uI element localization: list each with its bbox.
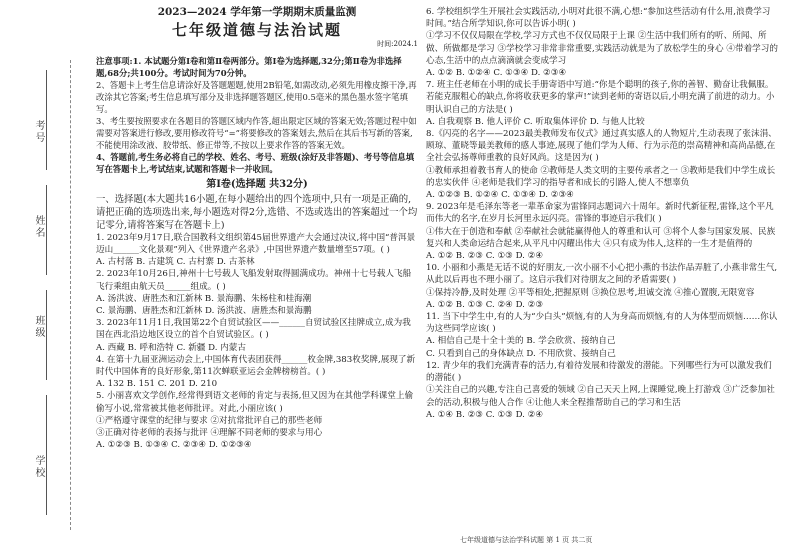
question-line: 1. 2023年9月17日,联合国教科文组织第45届世界遗产大会通过决议,将中国“普洱景迈山______文化景观”列入《世界遗产名录》,中国世界遗产数量增至57项。( ) bbox=[96, 232, 416, 256]
question-line: 12. 青少年的我们充满青春的活力,有着待发展和待激发的潜能。下列哪些行为可以激发我们的潜能( ) bbox=[426, 360, 772, 384]
question-line: ①教师承担着教书育人的使命 ②教师是人类文明的主要传承者之一 ③教师是我们中学生成长的忠实伙伴 ④老师是我们学习的指导者和成长的引路人,使人不想辜负 bbox=[426, 165, 776, 188]
section-title: 第Ⅰ卷(选择题 共32分) bbox=[206, 178, 308, 190]
question-line: A. ①④ B. ②③ C. ①③ D. ②④ bbox=[426, 409, 544, 420]
question-line: 5. 小丽喜欢文学创作,经常得到语文老师的肯定与表扬,但又因为在其他学科课堂上偷偷写小说,常常被其他老师批评。对此,小丽应该( ) bbox=[96, 391, 414, 414]
question-line: 11. 当下中学生中,有的人为“少白头”烦恼,有的人为身高而烦恼,有的人为体型而烦恼……你认为这些同学应该( ) bbox=[426, 312, 778, 335]
question-line: 2. 2023年10月26日,神州十七号载人飞船发射取得圆满成功。神州十七号载人飞船飞行乘组由航天员______组成。( ) bbox=[96, 269, 412, 292]
section-intro: 一、选择题(本大题共16小题,在每小题给出的四个选项中,只有一项是正确的,请把正确的选项选出来,每小题选对得2分,选错、不选或选出的答案超过一个均记零分,请将答案写在答题卡上) bbox=[96, 193, 418, 231]
exam-no-line bbox=[46, 70, 47, 170]
question-line: A. 汤洪波、唐胜杰和江新林 B. 景海鹏、朱杨柱和桂海潮 bbox=[96, 293, 312, 304]
left-questions bbox=[96, 232, 418, 452]
question-line: A. 自我观察 B. 他人评价 C. 听取集体评价 D. 与他人比较 bbox=[426, 116, 645, 127]
note-1: 注意事项:1. 本试题分第Ⅰ卷和第Ⅱ卷两部分。第Ⅰ卷为选择题,32分;第Ⅱ卷为非选择题,68分;共100分。考试时间为70分钟。 bbox=[96, 55, 402, 78]
question-line: A. ①② B. ②③ C. ①③ D. ②④ bbox=[426, 251, 544, 262]
question-line: C. 景海鹏、唐胜杰和江新林 D. 汤洪波、唐胜杰和景海鹏 bbox=[96, 306, 312, 317]
note-2: 2、答题卡上考生信息请涂好及答题题题,使用2B铅笔,如需改动,必须先用橡皮擦干净,再改涂其它答案;考生信息填写部分及非选择题答题区,使用0.5毫米的黑色墨水签字笔填写。 bbox=[96, 79, 417, 114]
exam-title: 2023—2024 学年第一学期期末质量监测 bbox=[157, 6, 357, 18]
school-line bbox=[46, 395, 47, 515]
name-line bbox=[46, 185, 47, 275]
question-line: A. ①② B. ①③ C. ②④ D. ②③ bbox=[426, 299, 544, 310]
question-line: A. 132 B. 151 C. 201 D. 210 bbox=[96, 379, 218, 390]
question-line: 7. 班主任老师在小明的成长手册寄语中写道:“你是个聪明的孩子,你的善智、勤奋让我佩服。若能克服粗心的缺点,你将收获更多的掌声!”读到老师的寄语以后,小明充满了前进的动力。小明认识自己的方法是( ) bbox=[426, 80, 775, 115]
question-line: ①伟大在于创造和奉献 ②奉献社会就能赢得他人的尊重和认可 ③将个人参与国家发展、民族复兴和人类命运结合起来,从平凡中闪耀出伟大 ④只有成为伟人,这样的一生才是值得的 bbox=[426, 226, 776, 249]
question-line: 8.《闪亮的名字——2023最美教师发布仪式》通过真实感人的人物短片,生动表现了张沫涓、顾琼、董晓等最美教师的感人事迹,展现了他们学为人师、行为示范的崇高精神和高尚品德,在全社会弘扬尊师重教的良好风尚。这是因为( ) bbox=[426, 129, 777, 164]
question-line: C. 只看到自己的身体缺点 D. 不用欣赏、接纳自己 bbox=[426, 348, 616, 359]
question-line: ③正确对待老师的表扬与批评 ④理解不同老师的要求与用心 bbox=[96, 428, 323, 439]
right-column bbox=[426, 6, 778, 421]
subject-title: 七年级道德与法治试题 bbox=[171, 21, 342, 40]
question-line: ①学习不仅仅局限在学校,学习方式也不仅仅局限于上课 ②生活中我们所有的听、所闻、所做、所做都是学习 ③学校学习非常非常重要,实践活动就是为了放松学生的身心 ④带着学习的心态,生活中的点点滴滴就会变成学习 bbox=[426, 31, 778, 66]
cut-line bbox=[70, 60, 71, 530]
right-questions bbox=[426, 6, 778, 421]
question-line: A. 西藏 B. 呼和浩特 C. 新疆 D. 内蒙古 bbox=[96, 342, 246, 353]
school-label: 学校 bbox=[33, 455, 44, 479]
note-3: 3、考生要按照要求在各题目的答题区域内作答,超出限定区域的答案无效;答题过程中如需要对答案进行修改,要用修改符号“=”将要修改的答案划去,然后在其后书写新的答案,不能使用涂改液、胶带纸、修正带等,不按以上要求作答的答案无效。 bbox=[96, 115, 417, 150]
question-line: A. 古村落 B. 古建筑 C. 古村寨 D. 古茶林 bbox=[96, 257, 255, 268]
note-4: 4、答题前,考生务必将自己的学校、姓名、考号、班级(涂好及非答题)、考号等信息填写在答题卡上,考试结束,试题和答题卡一并收回。 bbox=[96, 151, 415, 174]
class-line bbox=[46, 290, 47, 380]
question-line: 4. 在第十九届亚洲运动会上,中国体育代表团获得______枚金牌,383枚奖牌,展现了新时代中国体育的良好形象,第11次蝉联亚运会金牌榜榜首。( ) bbox=[96, 354, 416, 378]
question-line: 6. 学校组织学生开展社会实践活动,小明对此很不满,心想:“参加这些活动有什么用,浪费学习时间。”结合所学知识,你可以告诉小明( ) bbox=[426, 7, 771, 30]
question-line: 9. 2023年是毛泽东等老一辈革命家为雷锋同志题词六十周年。新时代新征程,雷锋,这个平凡而伟大的名字,在岁月长河里永远闪亮。雷锋的事迹启示我们( ) bbox=[426, 202, 774, 225]
question-line: ①保持冷静,及时处理 ②平等相处,把握原则 ③换位思考,坦诚交流 ④推心置腹,无限宽容 bbox=[426, 287, 755, 298]
question-line: ①严格遵守课堂的纪律与要求 ②对抗常批评自己的那些老师 bbox=[96, 415, 323, 426]
notes bbox=[96, 55, 418, 175]
question-line: 3. 2023年11月1日,我国第22个自贸试验区——______自贸试验区挂牌成立,成为我国在西北沿边地区设立的首个自贸试验区。( ) bbox=[96, 318, 411, 341]
question-line: ①关注自己的兴趣,专注自己喜爱的领域 ②自己天天上网,上课睡觉,晚上打游戏 ③广泛参加社会的活动,积极与他人合作 ④让他人来全程推帮助自己的学习和生活 bbox=[426, 385, 775, 408]
question-line: A. 相信自己是十全十美的 B. 学会欣赏、接纳自己 bbox=[426, 336, 616, 347]
question-line: A. ①②③ B. ①②④ C. ①③④ D. ②③④ bbox=[426, 190, 574, 201]
exam-date: 时间:2024.1 bbox=[377, 40, 418, 49]
left-column bbox=[96, 6, 418, 451]
exam-no-label: 考号 bbox=[33, 120, 44, 144]
class-label: 班级 bbox=[33, 315, 44, 339]
question-line: A. ①② B. ①②④ C. ①③④ D. ②③④ bbox=[426, 68, 567, 79]
binding-margin bbox=[0, 0, 96, 557]
question-line: A. ①②③ B. ①③④ C. ②③④ D. ①②③④ bbox=[96, 440, 252, 451]
name-label: 姓名 bbox=[33, 215, 44, 239]
question-line: 10. 小丽和小燕是无话不说的好朋友,一次小丽不小心把小燕的书法作品弄脏了,小燕非常生气,从此以后再也不理小丽了。这启示我们对待朋友之间的矛盾需要( ) bbox=[426, 263, 778, 286]
page-footer: 七年级道德与法治学科试题 第 1 页 共二页 bbox=[460, 536, 593, 544]
